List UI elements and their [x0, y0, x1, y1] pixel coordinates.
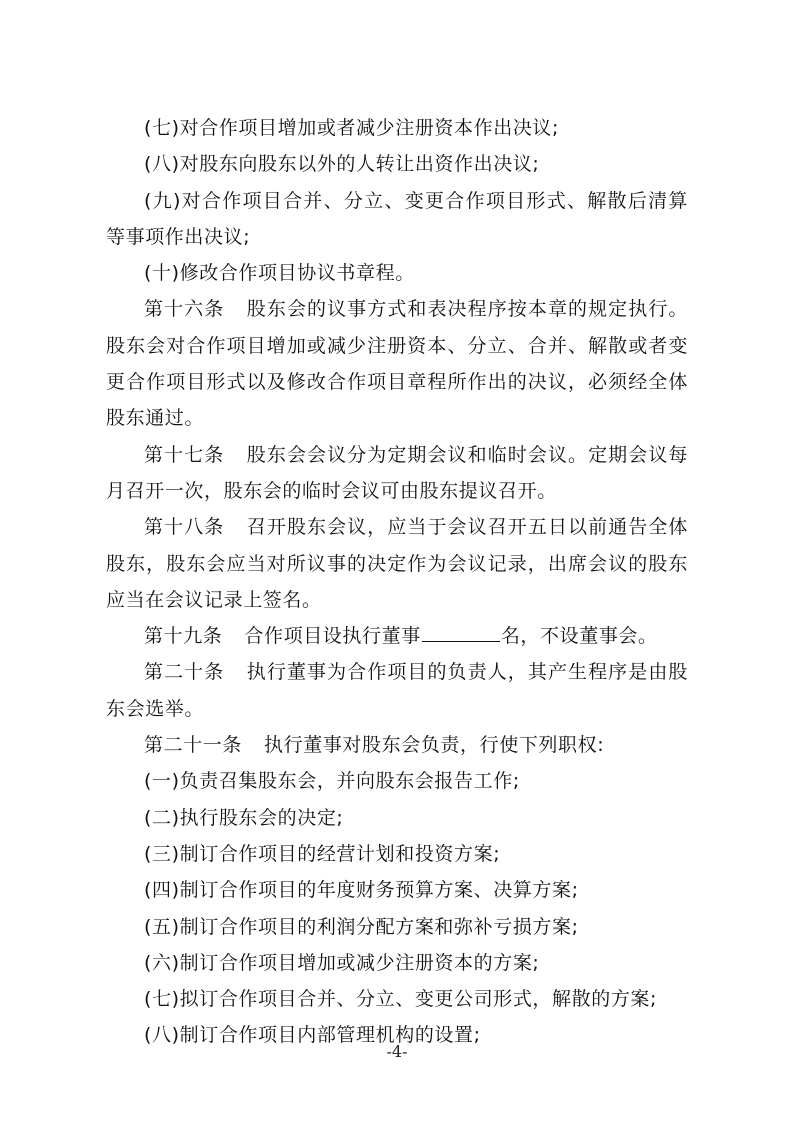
article-17 — [106, 437, 688, 510]
list-item: (十)修改合作项目协议书章程。 — [144, 262, 415, 285]
article-text: 执行董事为合作项目的负责人，其产生程序是由股东会选举。 — [106, 661, 688, 720]
article-16 — [106, 291, 688, 436]
list-item: (五)制订合作项目的利润分配方案和弥补亏损方案; — [144, 915, 579, 938]
article-text: 名，不设董事会。 — [500, 625, 658, 648]
article-label: 第二十一条 — [144, 734, 243, 757]
article-label: 第十九条 — [144, 625, 223, 648]
list-item: (九)对合作项目合并、分立、变更合作项目形式、解散后清算等事项作出决议; — [106, 189, 688, 248]
fill-in-blank[interactable] — [422, 623, 500, 642]
list-item: (二)执行股东会的决定; — [144, 806, 344, 829]
list-item: (七)对合作项目增加或者减少注册资本作出决议; — [144, 117, 560, 139]
document-body — [106, 110, 688, 1054]
article-18 — [106, 509, 688, 618]
list-item: (一)负责召集股东会，并向股东会报告工作; — [144, 770, 520, 793]
list-item: (七)拟订合作项目合并、分立、变更公司形式，解散的方案; — [144, 988, 658, 1011]
article-text: 股东会会议分为定期会议和临时会议。定期会议每月召开一次，股东会的临时会议可由股东提议召开。 — [106, 443, 688, 502]
list-item: (八)制订合作项目内部管理机构的设置; — [144, 1024, 481, 1047]
article-19 — [106, 618, 688, 654]
article-label: 第十七条 — [144, 443, 225, 466]
page-number: -4- — [386, 1042, 408, 1061]
article-text: 召开股东会议，应当于会议召开五日以前通告全体股东，股东会应当对所议事的决定作为会议记录，出席会议的股东应当在会议记录上签名。 — [106, 516, 688, 611]
article-text: 执行董事对股东会负责，行使下列职权: — [264, 734, 605, 757]
list-item: (四)制订合作项目的年度财务预算方案、决算方案; — [144, 879, 579, 902]
article-label: 第十八条 — [144, 516, 225, 539]
article-20 — [106, 654, 688, 727]
list-item: (三)制订合作项目的经营计划和投资方案; — [144, 842, 501, 865]
article-text: 合作项目设执行董事 — [244, 625, 421, 648]
article-text: 股东会的议事方式和表决程序按本章的规定执行。股东会对合作项目增加或减少注册资本、分立、合并、解散或者变更合作项目形式以及修改合作项目章程所作出的决议，必须经全体股东通过。 — [106, 298, 688, 430]
list-item: (六)制订合作项目增加或减少注册资本的方案; — [144, 951, 540, 974]
article-label: 第十六条 — [144, 298, 225, 321]
article-21 — [106, 727, 688, 763]
article-label: 第二十条 — [144, 661, 225, 684]
list-item: (八)对股东向股东以外的人转让出资作出决议; — [144, 153, 540, 176]
